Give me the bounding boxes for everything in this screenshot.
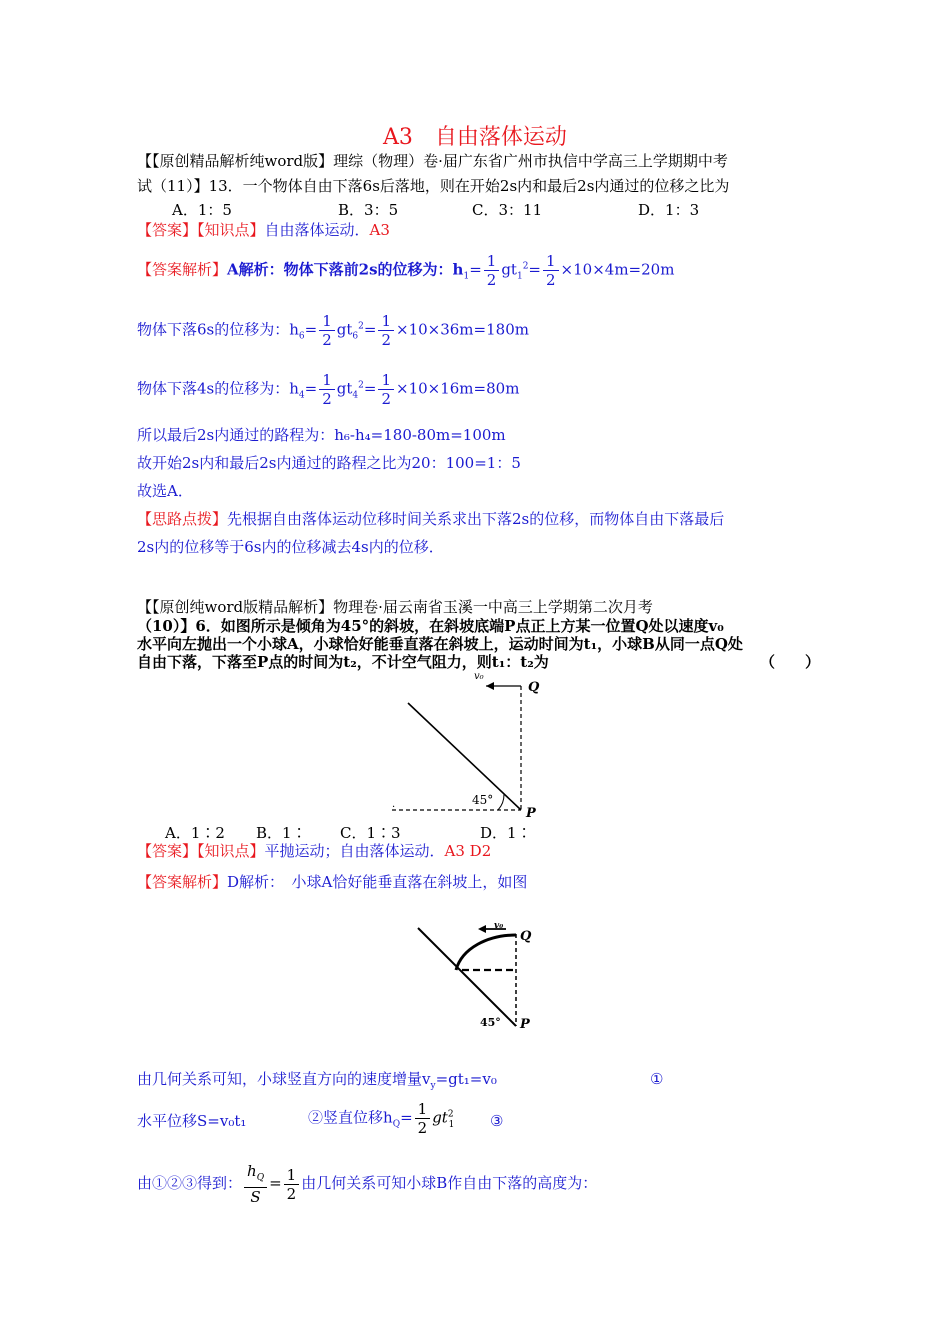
q2-mark-1: ①	[650, 1070, 664, 1088]
q1-eq4-tail: ×10×16m=80m	[396, 379, 520, 398]
q1-analysis-lead: A解析：物体下落前2s的位移为：h	[227, 260, 464, 279]
q2-answer-code: A3 D2	[444, 842, 492, 860]
q2-header-line3: 水平向左抛出一个小球A，小球恰好能垂直落在斜坡上，运动时间为t₁，小球B从同一点Q处	[137, 635, 743, 653]
q1-line-6s: 物体下落6s的位移为：$h_6=$ $\frac{1}{2}$ $gt_6^2=$ $\frac{1}{2}$ ×10×36m=180m	[137, 312, 529, 349]
q2-blank: （ ）	[760, 653, 821, 671]
q2-answer-text: 平抛运动；自由落体运动．	[264, 842, 445, 860]
svg-text:·: ·	[392, 802, 396, 813]
q2-fig2-p: P	[520, 1017, 530, 1032]
q1-answer-tags: 【答案】【知识点】	[137, 221, 265, 239]
q2-line-final: 由①②③得到： $\frac{h_Q}{S}$ = $\frac{1}{2}$ 由几何关系可知小球B作自由下落的高度为：	[137, 1162, 598, 1206]
q1-option-b: B．3：5	[338, 201, 399, 219]
q1-option-d: D．1：3	[638, 201, 700, 219]
q2-answer-line	[137, 840, 491, 862]
q1-hint-line1: 【思路点拨】先根据自由落体运动位移时间关系求出下落2s的位移，而物体自由下落最后	[137, 510, 725, 528]
q2-header-line4: 自由下落，下落至P点的时间为t₂，不计空气阻力，则t₁：t₂为	[137, 653, 549, 671]
q2-option-a: A．1∶2	[165, 824, 225, 842]
q2-mark-3: ③	[490, 1112, 504, 1130]
q1-analysis-line: 【答案解析】A解析：物体下落前2s的位移为：$h_1=$ $\frac{1}{2}$ $gt_1^2=$ $\frac{1}{2}$ ×10×4m=20m	[137, 252, 675, 289]
q1-eq1-tail: ×10×4m=20m	[560, 260, 675, 279]
q1-hint-tag: 【思路点拨】	[137, 510, 228, 528]
q2-fig1-angle: 45°	[472, 793, 494, 807]
q1-answer-code: A3	[369, 221, 390, 239]
q2-analysis-tag: 【答案解析】	[137, 873, 228, 891]
q1-header-line1: 【【原创精品解析纯word版】理综（物理）卷·届广东省广州市执信中学高三上学期期中考	[137, 152, 728, 170]
q2-fig2-q: Q	[520, 929, 532, 944]
page-title: A3 自由落体运动	[383, 125, 567, 150]
q1-line-ratio: 故开始2s内和最后2s内通过的路程之比为20：100=1：5	[137, 454, 521, 472]
q1-answer-line	[137, 219, 390, 241]
q1-option-c: C．3：11	[472, 201, 543, 219]
q1-line-choose: 故选A．	[137, 482, 193, 500]
q2-fig1-p: P	[526, 806, 536, 821]
q1-option-a: A．1：5	[172, 201, 232, 219]
q1-eq6-tail: ×10×36m=180m	[396, 320, 529, 339]
q2-line-s: 水平位移S=v₀t₁	[137, 1112, 247, 1130]
q2-answer-tags: 【答案】【知识点】	[137, 842, 265, 860]
q1-hint-line2: 2s内的位移等于6s内的位移减去4s内的位移．	[137, 538, 444, 556]
q1-line-4s: 物体下落4s的位移为：$h_4=$ $\frac{1}{2}$ $gt_4^2=$ $\frac{1}{2}$ ×10×16m=80m	[137, 371, 520, 408]
q2-analysis-text: D解析： 小球A恰好能垂直落在斜坡上，如图	[227, 873, 528, 891]
q2-line-v: 由几何关系可知，小球竖直方向的速度增量$v_y=gt_1=v_0$	[137, 1070, 497, 1091]
q2-header-line2: （10）】6．如图所示是倾角为45°的斜坡，在斜坡底端P点正上方某一位置Q处以速度v₀	[137, 617, 724, 635]
q1-answer-text: 自由落体运动．	[264, 221, 370, 239]
q2-analysis-line	[137, 871, 527, 893]
q2-option-b: B．1∶	[256, 824, 307, 842]
q2-fig2-angle: 45°	[480, 1016, 501, 1029]
q2-line-h: ②竖直位移$h_Q=$ $\frac{1}{2}$ $gt^2_1$	[308, 1100, 455, 1137]
q1-fraction: $\frac{1}{2}$	[484, 252, 500, 289]
q1-line-path: 所以最后2s内通过的路程为：h₆-h₄=180-80m=100m	[137, 426, 506, 444]
q2-figure-2	[410, 920, 550, 1035]
q1-analysis-tag: 【答案解析】	[137, 260, 228, 279]
q2-figure-1	[380, 665, 580, 825]
q2-fig1-v0: v₀	[474, 671, 484, 682]
q2-fig2-v0: v₀	[494, 921, 504, 931]
q1-fraction: $\frac{1}{2}$	[543, 252, 559, 289]
q2-fig1-q: Q	[528, 680, 540, 695]
q2-option-c: C．1∶3	[340, 824, 401, 842]
q2-header-line1: 【【原创纯word版精品解析】物理卷·届云南省玉溪一中高三上学期第二次月考	[137, 598, 653, 616]
q2-option-d: D．1∶	[480, 824, 532, 842]
q1-header-line2: 试（11）】13．一个物体自由下落6s后落地，则在开始2s内和最后2s内通过的位移之比为	[137, 177, 730, 195]
